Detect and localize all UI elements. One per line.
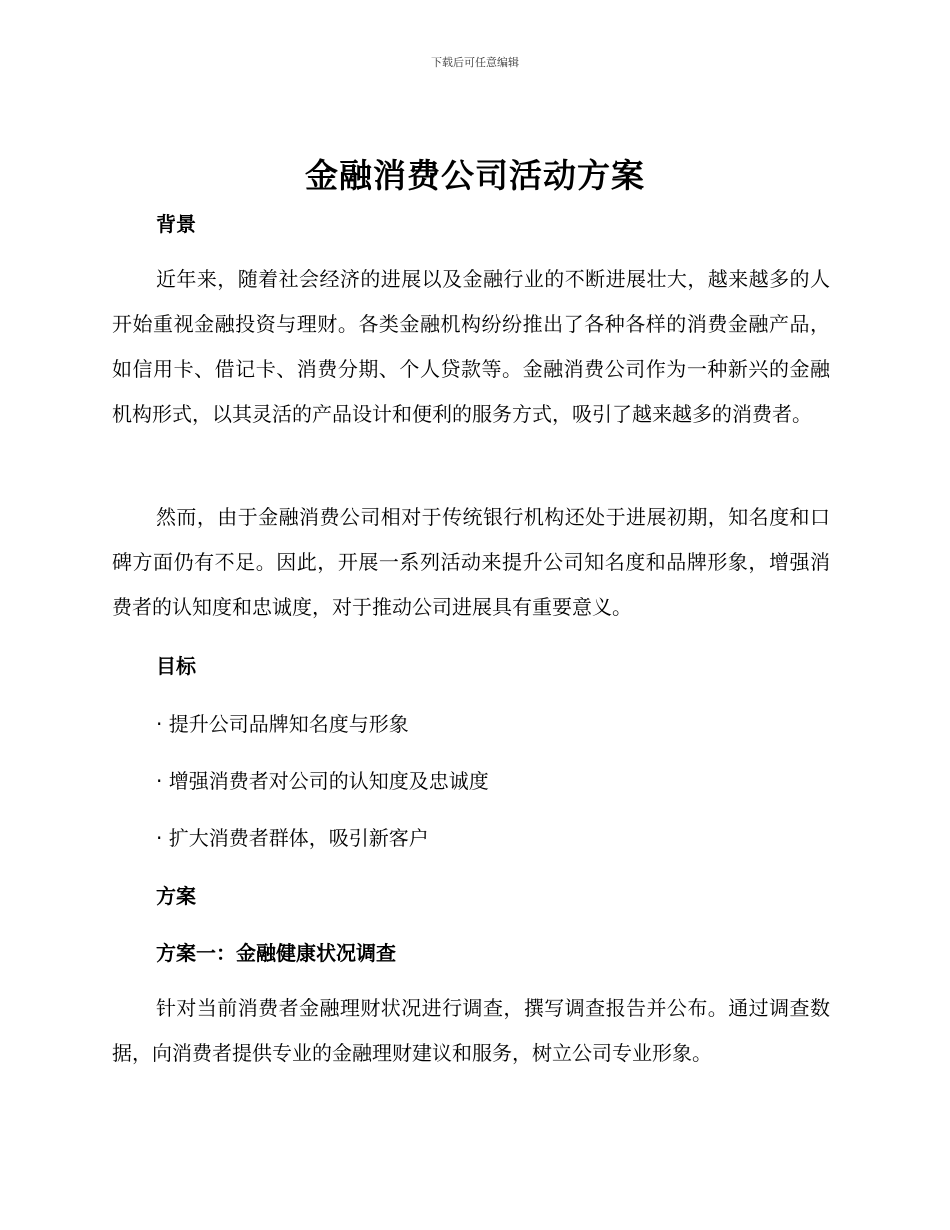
goal-item: · 提升公司品牌知名度与形象	[156, 712, 409, 736]
header-note: 下载后可任意编辑	[431, 56, 519, 69]
section-heading-background: 背景	[156, 212, 196, 236]
background-paragraph-1: 近年来，随着社会经济的进展以及金融行业的不断进展壮大，越来越多的人开始重视金融投资与理财。各类金融机构纷纷推出了各种各样的消费金融产品，如信用卡、借记卡、消费分期、个人贷款等。金融消费公司作为一种新兴的金融机构形式，以其灵活的产品设计和便利的服务方式，吸引了越来越多的消费者。	[112, 267, 830, 426]
background-paragraph-2: 然而，由于金融消费公司相对于传统银行机构还处于进展初期，知名度和口碑方面仍有不足。因此，开展一系列活动来提升公司知名度和品牌形象，增强消费者的认知度和忠诚度，对于推动公司进展具有重要意义。	[112, 505, 830, 619]
section-heading-goals: 目标	[156, 654, 196, 678]
section-heading-plan: 方案	[156, 884, 196, 908]
goal-item: · 扩大消费者群体，吸引新客户	[156, 826, 429, 850]
document-title: 金融消费公司活动方案	[305, 156, 645, 195]
goal-item: · 增强消费者对公司的认知度及忠诚度	[156, 769, 489, 793]
plan-paragraph-1: 针对当前消费者金融理财状况进行调查，撰写调查报告并公布。通过调查数据，向消费者提供专业的金融理财建议和服务，树立公司专业形象。	[112, 996, 830, 1065]
plan-subheading-1: 方案一：金融健康状况调查	[156, 941, 396, 965]
